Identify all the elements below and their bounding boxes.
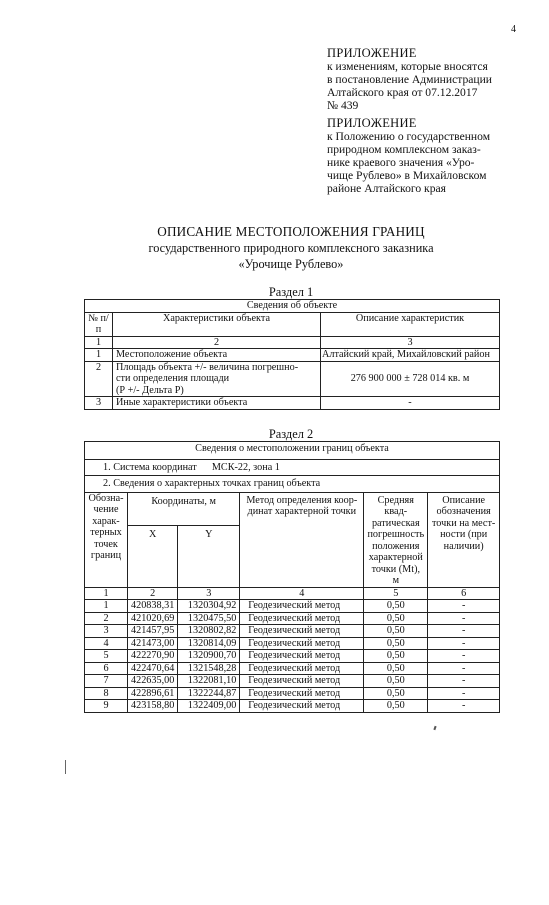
points-body <box>85 600 500 713</box>
coord-system <box>85 459 500 476</box>
row-name: Иные характеристики объекта <box>113 397 321 410</box>
point-method: Геодезический метод <box>240 662 364 675</box>
point-description: - <box>428 650 500 663</box>
header-line: точки (Mt), м <box>371 563 421 586</box>
header-line: точек <box>94 538 118 550</box>
point-description: - <box>428 637 500 650</box>
point-method: Геодезический метод <box>240 612 364 625</box>
point-number: 2 <box>85 612 128 625</box>
table-caption: Сведения о местоположении границ объекта <box>85 442 500 460</box>
header-characteristics: Характеристики объекта <box>113 312 321 336</box>
header-line: Метод определения коор- <box>246 494 358 506</box>
appendix-line: к изменениям, которые вносятся <box>327 60 488 73</box>
point-description: - <box>428 612 500 625</box>
title-line-2: государственного природного комплексного заказника <box>148 241 434 255</box>
point-x: 422470,64 <box>128 662 178 675</box>
header-designation <box>85 492 128 587</box>
points-caption-row <box>85 476 500 493</box>
row-name <box>113 361 321 397</box>
point-number: 1 <box>85 600 128 613</box>
table-row <box>85 700 500 713</box>
appendix-heading: ПРИЛОЖЕНИЕ <box>327 116 417 130</box>
row-num: 2 <box>85 361 113 397</box>
page-number: 4 <box>511 24 516 35</box>
header-line: чение <box>93 504 119 515</box>
table-caption-row <box>85 442 500 460</box>
title-line-1: ОПИСАНИЕ МЕСТОПОЛОЖЕНИЯ ГРАНИЦ <box>157 224 425 239</box>
point-number: 5 <box>85 650 128 663</box>
header-line: ратическая <box>371 517 420 529</box>
column-number: 3 <box>178 587 240 600</box>
header-line: ности (при <box>440 529 488 540</box>
header-description: Описание характеристик <box>321 312 500 336</box>
point-number: 8 <box>85 687 128 700</box>
point-x: 420838,31 <box>128 600 178 613</box>
point-x: 422270,90 <box>128 650 178 663</box>
row-num: 3 <box>85 397 113 410</box>
header-description <box>428 492 500 587</box>
column-number: 2 <box>113 336 321 349</box>
appendix-line: нике краевого значения «Уро- <box>327 156 475 169</box>
header-line: точки на мест- <box>431 517 496 529</box>
table-row <box>85 612 500 625</box>
point-description: - <box>428 700 500 713</box>
appendix-line: природном комплексном заказ- <box>327 143 481 156</box>
coord-system-value: МСК-22, зона 1 <box>211 461 280 473</box>
point-x: 423158,80 <box>128 700 178 713</box>
point-description: - <box>428 625 500 638</box>
header-line: терных <box>90 527 122 538</box>
header-line: обозначения <box>436 506 491 517</box>
table-row <box>85 662 500 675</box>
document-title <box>84 224 498 272</box>
point-number: 4 <box>85 637 128 650</box>
table-row <box>85 600 500 613</box>
appendix-line: Алтайского края от 07.12.2017 <box>327 86 478 99</box>
row-num: 1 <box>85 349 113 362</box>
header-line: положения <box>372 540 420 552</box>
appendix-line: № 439 <box>327 99 359 112</box>
header-error <box>364 492 428 587</box>
column-numbering-row <box>85 336 500 349</box>
table-row <box>85 361 500 397</box>
point-description: - <box>428 662 500 675</box>
point-method: Геодезический метод <box>240 600 364 613</box>
point-method: Геодезический метод <box>240 675 364 688</box>
point-error: 0,50 <box>364 687 428 700</box>
header-line: границ <box>90 550 122 561</box>
appendix-note-regulation <box>327 117 490 195</box>
table-row <box>85 397 500 410</box>
point-method: Геодезический метод <box>240 625 364 638</box>
point-y: 1320304,92 <box>178 600 240 613</box>
scan-artifact-line <box>65 760 66 774</box>
table-caption-row <box>85 300 500 313</box>
section-1-title: Раздел 1 <box>268 285 314 299</box>
point-y: 1320900,70 <box>178 650 240 663</box>
point-method: Геодезический метод <box>240 687 364 700</box>
table-row <box>85 650 500 663</box>
row-name-line: (Р +/- Дельта Р) <box>116 384 184 396</box>
row-name-line: Площадь объекта +/- величина погрешно- <box>116 361 299 373</box>
points-caption: 2. Сведения о характерных точках границ объекта <box>85 476 500 493</box>
header-line: динат характерной точки <box>247 506 357 517</box>
point-error: 0,50 <box>364 612 428 625</box>
point-description: - <box>428 600 500 613</box>
point-error: 0,50 <box>364 700 428 713</box>
point-description: - <box>428 687 500 700</box>
header-line: Обозна- <box>88 492 124 504</box>
header-y: Y <box>178 525 240 587</box>
table-row <box>85 625 500 638</box>
row-value: Алтайский край, Михайловский район <box>321 349 500 362</box>
point-number: 3 <box>85 625 128 638</box>
header-num: № п/п <box>85 312 113 336</box>
point-error: 0,50 <box>364 662 428 675</box>
header-line: наличии) <box>443 540 484 552</box>
header-line: харак- <box>92 515 120 527</box>
table-row <box>85 675 500 688</box>
section-2-title: Раздел 2 <box>268 427 314 441</box>
point-x: 422896,61 <box>128 687 178 700</box>
column-number: 3 <box>321 336 500 349</box>
table-header-row <box>85 492 500 525</box>
boundary-points-table <box>84 441 500 713</box>
point-error: 0,50 <box>364 637 428 650</box>
appendix-line: к Положению о государственном <box>327 130 491 143</box>
object-info-table <box>84 299 500 410</box>
point-y: 1322244,87 <box>178 687 240 700</box>
point-y: 1322409,00 <box>178 700 240 713</box>
table-header-row <box>85 312 500 336</box>
header-line: Описание <box>442 494 486 506</box>
point-y: 1320802,82 <box>178 625 240 638</box>
point-error: 0,50 <box>364 600 428 613</box>
appendix-heading: ПРИЛОЖЕНИЕ <box>327 46 417 60</box>
column-number: 4 <box>240 587 364 600</box>
header-line: характерной <box>368 552 423 563</box>
point-number: 7 <box>85 675 128 688</box>
point-y: 1322081,10 <box>178 675 240 688</box>
column-number: 5 <box>364 587 428 600</box>
column-number: 1 <box>85 587 128 600</box>
header-line: погрешность <box>367 529 425 540</box>
row-name: Местоположение объекта <box>113 349 321 362</box>
point-description: - <box>428 675 500 688</box>
point-error: 0,50 <box>364 625 428 638</box>
table-row <box>85 637 500 650</box>
row-value: - <box>321 397 500 410</box>
point-method: Геодезический метод <box>240 650 364 663</box>
table-row <box>85 349 500 362</box>
header-method <box>240 492 364 587</box>
header-x: X <box>128 525 178 587</box>
point-y: 1321548,28 <box>178 662 240 675</box>
point-y: 1320475,50 <box>178 612 240 625</box>
column-number: 2 <box>128 587 178 600</box>
title-line-3: «Урочище Рублево» <box>238 257 344 271</box>
point-number: 9 <box>85 700 128 713</box>
point-error: 0,50 <box>364 675 428 688</box>
row-name-line: сти определения площади <box>116 373 230 384</box>
point-method: Геодезический метод <box>240 637 364 650</box>
point-x: 421020,69 <box>128 612 178 625</box>
header-line: Средняя квад- <box>377 494 414 517</box>
appendix-note-amendments <box>327 47 492 112</box>
column-number: 6 <box>428 587 500 600</box>
point-x: 421457,95 <box>128 625 178 638</box>
point-y: 1320814,09 <box>178 637 240 650</box>
appendix-line: районе Алтайского края <box>327 182 446 195</box>
row-value: 276 900 000 ± 728 014 кв. м <box>321 361 500 397</box>
coord-system-label: 1. Система координат <box>103 461 197 473</box>
table-caption: Сведения об объекте <box>85 300 500 313</box>
table-row <box>85 687 500 700</box>
coord-system-row <box>85 459 500 476</box>
point-x: 422635,00 <box>128 675 178 688</box>
point-number: 6 <box>85 662 128 675</box>
point-error: 0,50 <box>364 650 428 663</box>
column-number: 1 <box>85 336 113 349</box>
header-coordinates: Координаты, м <box>128 492 240 525</box>
point-method: Геодезический метод <box>240 700 364 713</box>
point-x: 421473,00 <box>128 637 178 650</box>
scan-artifact-dot <box>433 726 436 730</box>
appendix-line: в постановление Администрации <box>327 73 493 86</box>
appendix-line: чище Рублево» в Михайловском <box>327 169 487 182</box>
column-numbering-row <box>85 587 500 600</box>
